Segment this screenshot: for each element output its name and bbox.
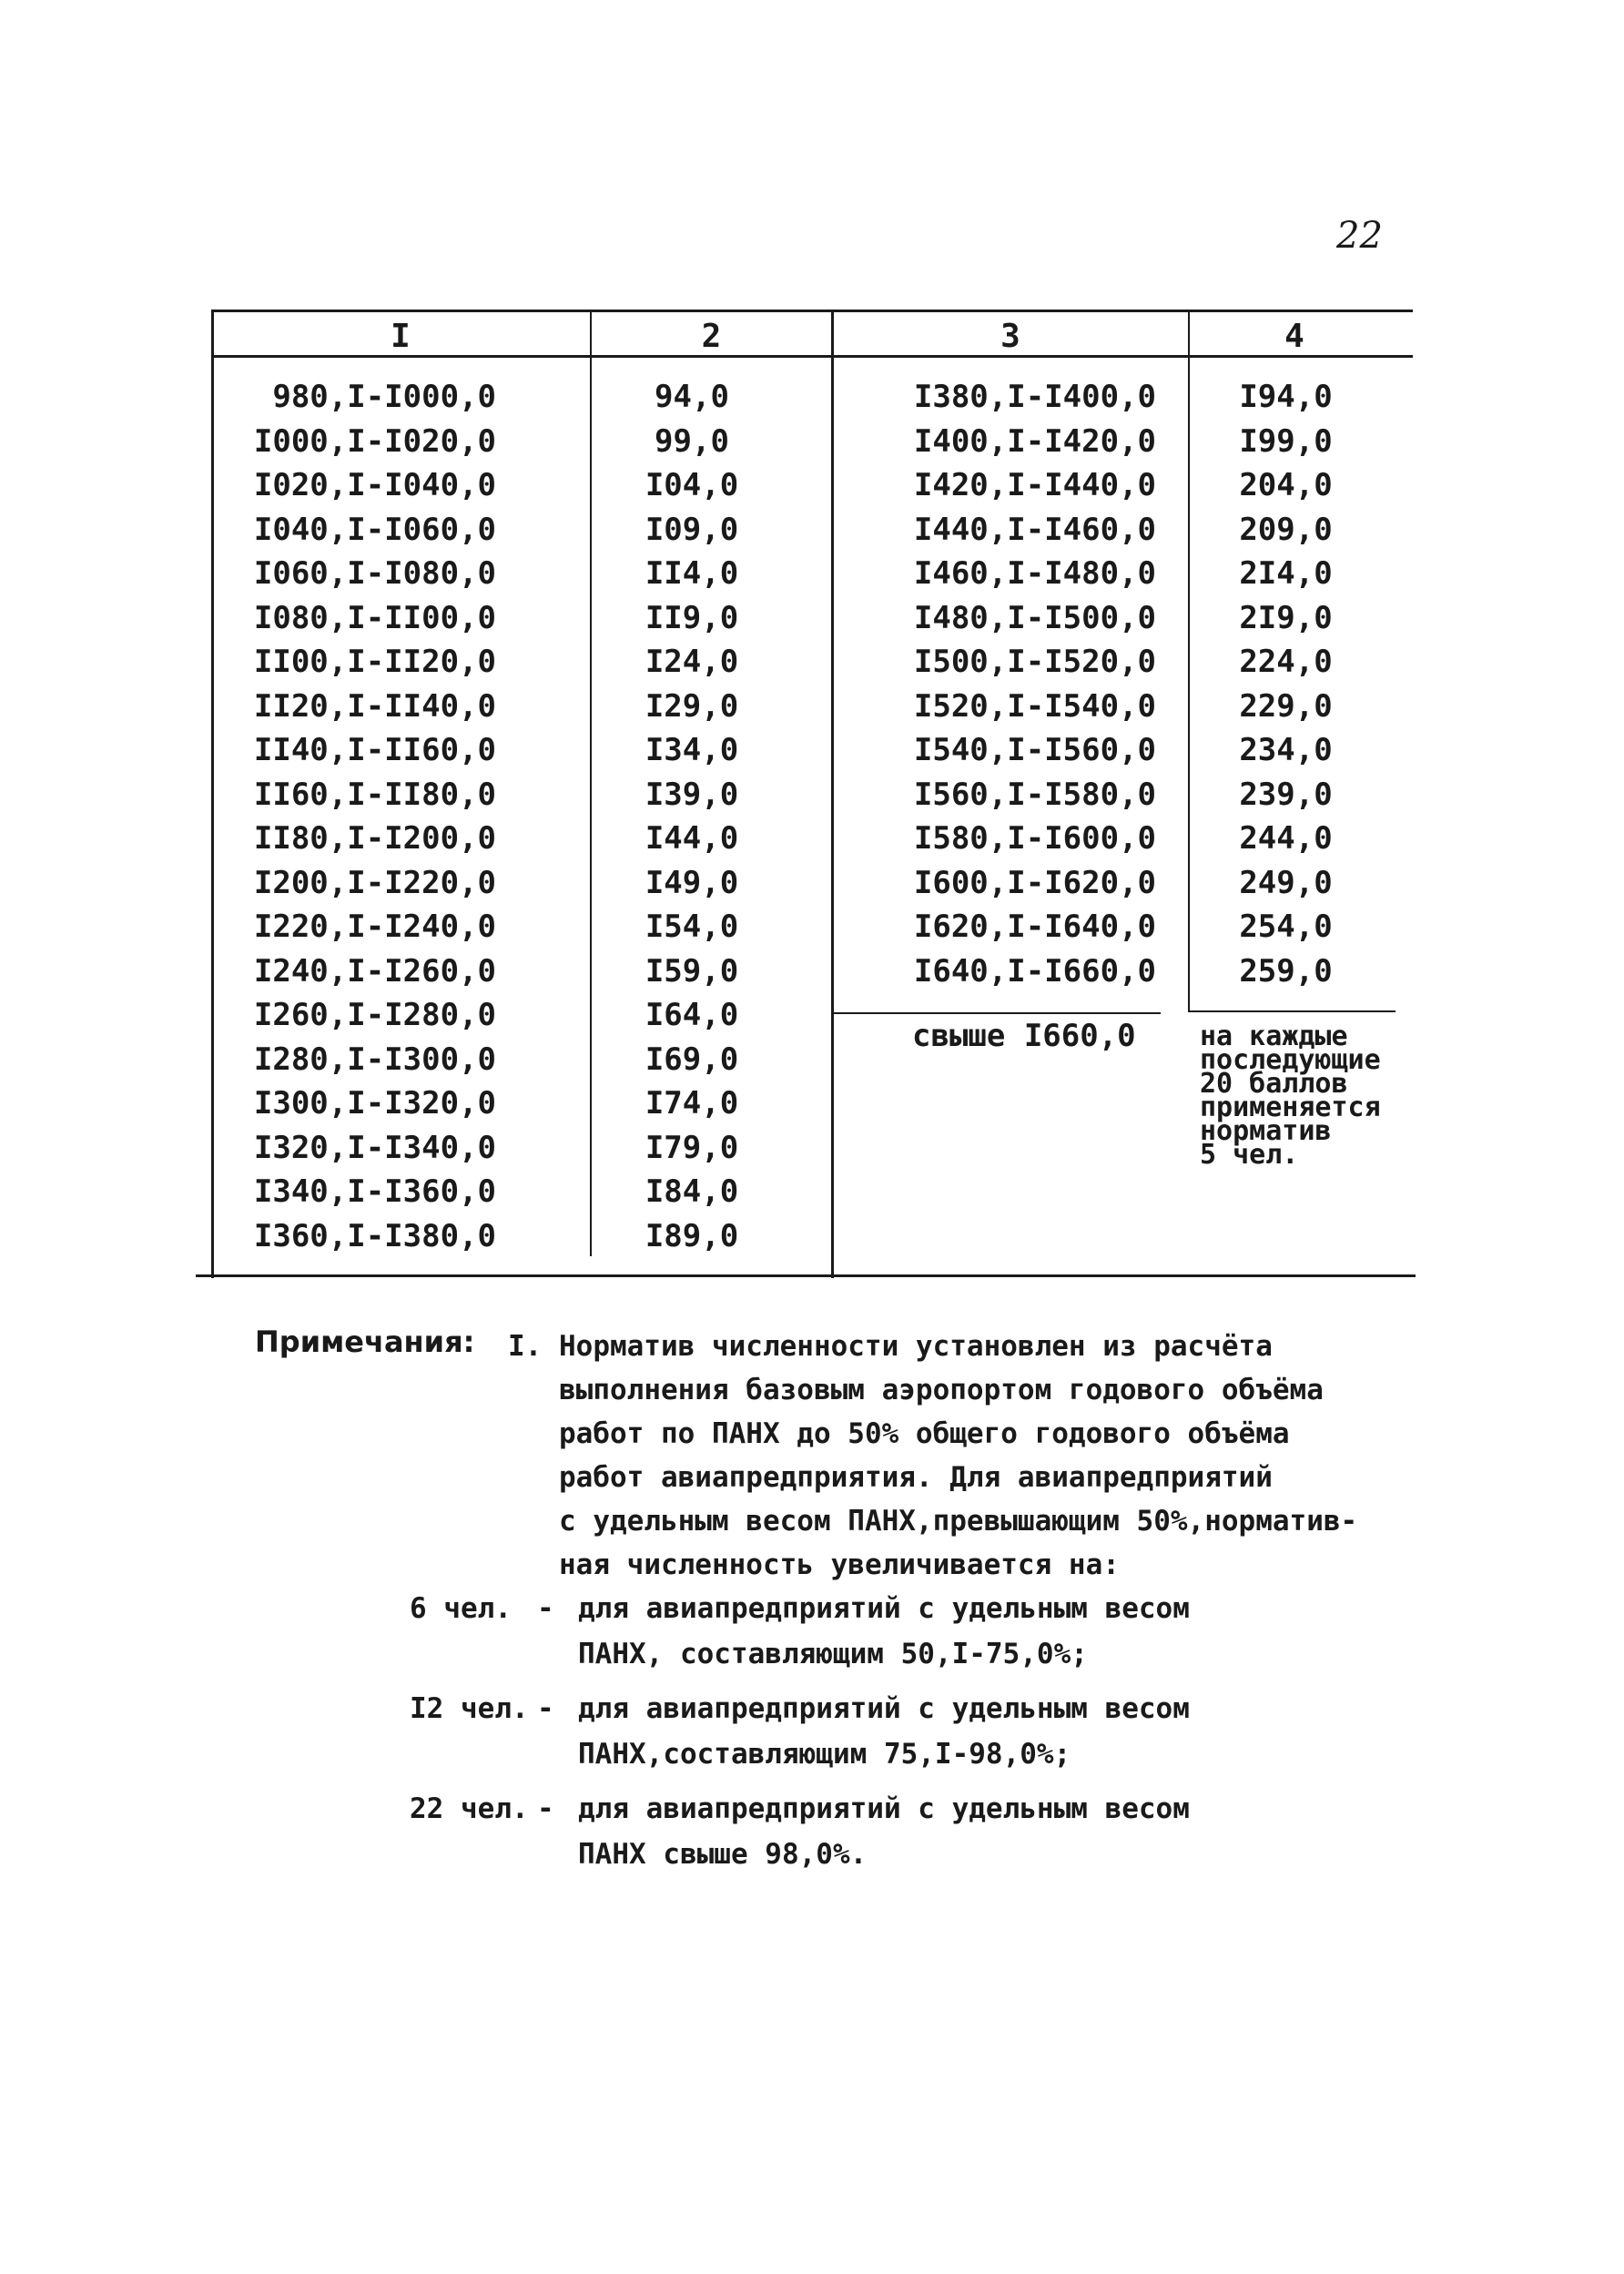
table-header-rule <box>211 355 1413 358</box>
table-cell: 229,0 <box>1239 687 1333 725</box>
col-4-values <box>1202 375 1393 993</box>
table-cell: 94,0 <box>655 379 729 415</box>
table-cell: I520,I-I540,0 <box>913 687 1156 725</box>
col-1-values <box>218 375 583 1258</box>
table-cell: 244,0 <box>1239 820 1333 857</box>
col4-divider-rule <box>1188 1010 1396 1012</box>
note-line: применяется <box>1200 1091 1381 1123</box>
table-cell: I300,I-I320,0 <box>253 1085 496 1122</box>
increase-text-line2: ПАНХ свыше 98,0%. <box>578 1838 868 1871</box>
table-cell: I460,I-I480,0 <box>913 555 1156 592</box>
table-cell: I240,I-I260,0 <box>253 952 496 990</box>
note-line: 20 баллов <box>1200 1068 1348 1100</box>
table-cell: I560,I-I580,0 <box>913 776 1156 813</box>
table-top-rule <box>211 310 1413 312</box>
table-cell: 224,0 <box>1239 644 1333 680</box>
table-cell: I84,0 <box>645 1173 739 1210</box>
page-number: 22 <box>1336 215 1383 257</box>
increase-amount: 6 чел. <box>410 1592 512 1625</box>
note-line: на каждые <box>1200 1020 1348 1052</box>
table-cell: I69,0 <box>645 1041 739 1078</box>
table-cell: I260,I-I280,0 <box>253 997 496 1033</box>
table-cell: I380,I-I400,0 <box>913 379 1156 415</box>
table-cell: I600,I-I620,0 <box>913 864 1156 901</box>
col3-divider-rule <box>833 1012 1161 1014</box>
table-cell: I000,I-I020,0 <box>253 422 496 460</box>
above-threshold-note <box>1200 1020 1418 1171</box>
header-col-1: I <box>391 318 411 355</box>
note-line: последующие <box>1200 1044 1381 1076</box>
increase-text-line2: ПАНХ,составляющим 75,I-98,0%; <box>578 1738 1071 1771</box>
col-3-values <box>837 375 1193 993</box>
table-cell: II20,I-II40,0 <box>253 687 496 725</box>
table-cell: 99,0 <box>655 422 729 460</box>
note-line: 5 чел. <box>1200 1139 1299 1171</box>
table-cell: 239,0 <box>1239 776 1333 813</box>
notes-label: Примечания: <box>255 1325 475 1359</box>
table-cell: I620,I-I640,0 <box>913 909 1156 945</box>
table-cell: I320,I-I340,0 <box>253 1129 496 1166</box>
table-cell: I020,I-I040,0 <box>253 467 496 503</box>
table-cell: I440,I-I460,0 <box>913 511 1156 548</box>
table-cell: I060,I-I080,0 <box>253 555 496 592</box>
table-cell: I29,0 <box>645 687 739 725</box>
notes-line: ная численность увеличивается на: <box>559 1548 1120 1581</box>
table-left-border <box>211 310 214 1278</box>
table-cell: I99,0 <box>1239 422 1333 460</box>
note-line: норматив <box>1200 1115 1332 1147</box>
table-cell: II9,0 <box>645 599 739 636</box>
increase-amount: I2 чел. <box>410 1692 529 1725</box>
table-cell: 249,0 <box>1239 864 1333 901</box>
increase-text-line1: для авиапредприятий с удельным весом <box>578 1592 1190 1625</box>
increase-dash: - <box>537 1592 554 1625</box>
table-cell: I79,0 <box>645 1129 739 1166</box>
table-cell: I500,I-I520,0 <box>913 644 1156 680</box>
table-cell: I09,0 <box>645 511 739 548</box>
table-cell: I580,I-I600,0 <box>913 820 1156 857</box>
table-cell: 204,0 <box>1239 467 1333 503</box>
table-cell: 2I9,0 <box>1239 599 1333 636</box>
table-cell: II00,I-II20,0 <box>253 644 496 680</box>
increase-dash: - <box>537 1792 554 1825</box>
table-cell: I280,I-I300,0 <box>253 1041 496 1078</box>
col2-col3-separator <box>831 310 834 1278</box>
increase-text-line1: для авиапредприятий с удельным весом <box>578 1792 1190 1825</box>
table-cell: 234,0 <box>1239 732 1333 768</box>
table-cell: I540,I-I560,0 <box>913 732 1156 768</box>
table-cell: II4,0 <box>645 555 739 592</box>
table-cell: I34,0 <box>645 732 739 768</box>
table-cell: 209,0 <box>1239 511 1333 548</box>
table-cell: I89,0 <box>645 1217 739 1254</box>
table-cell: I74,0 <box>645 1085 739 1122</box>
table-cell: I640,I-I660,0 <box>913 952 1156 990</box>
notes-line: с удельным весом ПАНХ,превышающим 50%,норматив- <box>559 1505 1358 1538</box>
table-cell: I39,0 <box>645 776 739 813</box>
table-cell: 980,I-I000,0 <box>272 379 496 415</box>
table-cell: I340,I-I360,0 <box>253 1173 496 1210</box>
table-cell: II60,I-II80,0 <box>253 776 496 813</box>
table-cell: I220,I-I240,0 <box>253 909 496 945</box>
table-cell: I59,0 <box>645 952 739 990</box>
header-col-3: 3 <box>1000 318 1020 355</box>
table-cell: I040,I-I060,0 <box>253 511 496 548</box>
table-cell: I200,I-I220,0 <box>253 864 496 901</box>
table-cell: 259,0 <box>1239 952 1333 990</box>
table-cell: II80,I-I200,0 <box>253 820 496 857</box>
table-cell: I44,0 <box>645 820 739 857</box>
table-cell: I49,0 <box>645 864 739 901</box>
notes-line: работ авиапредприятия. Для авиапредприятий <box>559 1461 1273 1494</box>
table-cell: I04,0 <box>645 467 739 503</box>
table-cell: 254,0 <box>1239 909 1333 945</box>
table-cell: I400,I-I420,0 <box>913 422 1156 460</box>
notes-line: I. Норматив численности установлен из расчёта <box>508 1330 1273 1363</box>
increase-amount: 22 чел. <box>410 1792 529 1825</box>
table-cell: I94,0 <box>1239 379 1333 415</box>
notes-line: работ по ПАНХ до 50% общего годового объёма <box>559 1417 1290 1450</box>
table-bottom-rule <box>196 1274 1416 1277</box>
header-col-2: 2 <box>701 318 722 355</box>
table-cell: I080,I-II00,0 <box>253 599 496 636</box>
notes-paragraph <box>508 1325 1357 1587</box>
header-col-4: 4 <box>1284 318 1304 355</box>
increase-text-line2: ПАНХ, составляющим 50,I-75,0%; <box>578 1638 1088 1670</box>
table-cell: I64,0 <box>645 997 739 1033</box>
table-cell: II40,I-II60,0 <box>253 732 496 768</box>
increase-text-line1: для авиапредприятий с удельным весом <box>578 1692 1190 1725</box>
table-cell: I54,0 <box>645 909 739 945</box>
increase-dash: - <box>537 1692 554 1725</box>
above-threshold-label: свыше I660,0 <box>912 1018 1136 1054</box>
table-cell: I360,I-I380,0 <box>253 1217 496 1254</box>
table-cell: I420,I-I440,0 <box>913 467 1156 503</box>
table-cell: 2I4,0 <box>1239 555 1333 592</box>
notes-line: выполнения базовым аэропортом годового объёма <box>559 1374 1324 1406</box>
col-2-values <box>592 375 828 1258</box>
table-cell: I480,I-I500,0 <box>913 599 1156 636</box>
table-cell: I24,0 <box>645 644 739 680</box>
